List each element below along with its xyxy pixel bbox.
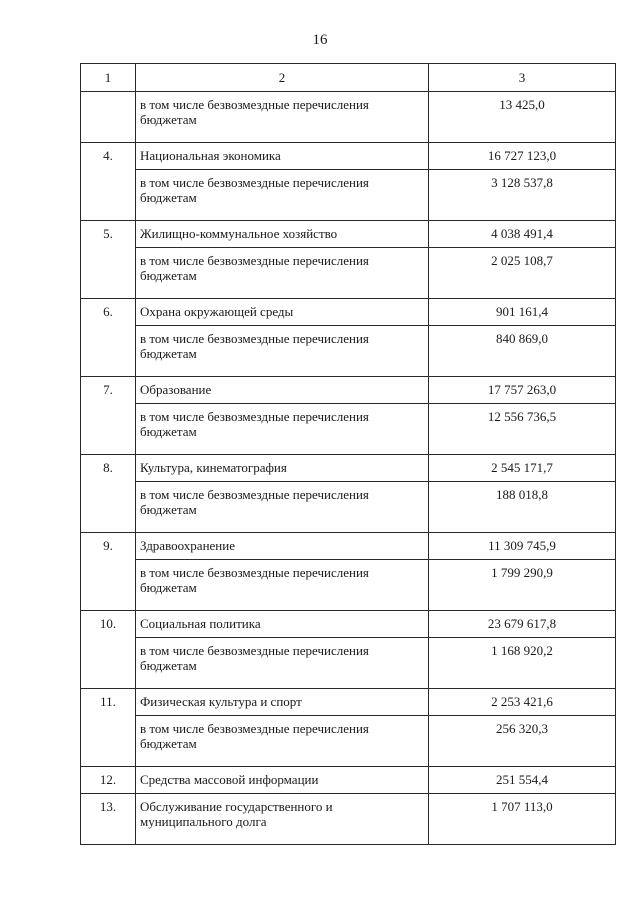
table-row [81,299,616,326]
amount-value: 256 320,3 [429,716,616,767]
table-row [81,689,616,716]
section-subitem: Обслуживание государственного и муниципального долга [136,794,429,845]
section-subitem: в том числе безвозмездные перечисления бюджетам [136,92,429,143]
section-name: Культура, кинематография [136,455,429,482]
row-number: 8. [81,455,136,533]
section-subitem: в том числе безвозмездные перечисления бюджетам [136,560,429,611]
row-number [81,92,136,143]
amount-value: 3 128 537,8 [429,170,616,221]
amount-value: 2 025 108,7 [429,248,616,299]
table-row [81,482,616,533]
table-row [81,143,616,170]
amount-value: 16 727 123,0 [429,143,616,170]
row-number: 10. [81,611,136,689]
amount-value: 23 679 617,8 [429,611,616,638]
table-row [81,404,616,455]
section-subitem: в том числе безвозмездные перечисления бюджетам [136,248,429,299]
section-subitem: в том числе безвозмездные перечисления бюджетам [136,482,429,533]
amount-value: 12 556 736,5 [429,404,616,455]
section-name: Социальная политика [136,611,429,638]
table-row [81,611,616,638]
row-number: 11. [81,689,136,767]
table-row [81,533,616,560]
section-name: Средства массовой информации [136,767,429,794]
section-subitem: в том числе безвозмездные перечисления бюджетам [136,326,429,377]
amount-value: 17 757 263,0 [429,377,616,404]
table-row [81,767,616,794]
amount-value: 1 707 113,0 [429,794,616,845]
amount-value: 251 554,4 [429,767,616,794]
page-number: 16 [312,32,328,48]
amount-value: 2 545 171,7 [429,455,616,482]
section-subitem: в том числе безвозмездные перечисления бюджетам [136,170,429,221]
amount-value: 4 038 491,4 [429,221,616,248]
budget-table [80,63,616,845]
section-name: Образование [136,377,429,404]
section-name: Жилищно-коммунальное хозяйство [136,221,429,248]
section-subitem: в том числе безвозмездные перечисления бюджетам [136,638,429,689]
section-name: Национальная экономика [136,143,429,170]
amount-value: 2 253 421,6 [429,689,616,716]
table-row [81,794,616,845]
row-number: 4. [81,143,136,221]
amount-value: 13 425,0 [429,92,616,143]
section-subitem: в том числе безвозмездные перечисления бюджетам [136,716,429,767]
header-row [81,64,616,92]
table-row [81,377,616,404]
table-row [81,248,616,299]
header-cell-2: 2 [136,64,429,92]
section-name: Охрана окружающей среды [136,299,429,326]
table-row [81,638,616,689]
row-number: 6. [81,299,136,377]
amount-value: 840 869,0 [429,326,616,377]
table-row [81,170,616,221]
table-row [81,455,616,482]
section-name: Физическая культура и спорт [136,689,429,716]
header-cell-1: 1 [81,64,136,92]
table-row [81,326,616,377]
section-subitem: в том числе безвозмездные перечисления бюджетам [136,404,429,455]
amount-value: 901 161,4 [429,299,616,326]
row-number: 12. [81,767,136,794]
table-row [81,92,616,143]
amount-value: 11 309 745,9 [429,533,616,560]
section-name: Здравоохранение [136,533,429,560]
amount-value: 1 168 920,2 [429,638,616,689]
table-row [81,221,616,248]
table-row [81,560,616,611]
row-number: 9. [81,533,136,611]
row-number: 5. [81,221,136,299]
header-cell-3: 3 [429,64,616,92]
row-number: 7. [81,377,136,455]
table-row [81,716,616,767]
amount-value: 188 018,8 [429,482,616,533]
row-number: 13. [81,794,136,845]
amount-value: 1 799 290,9 [429,560,616,611]
